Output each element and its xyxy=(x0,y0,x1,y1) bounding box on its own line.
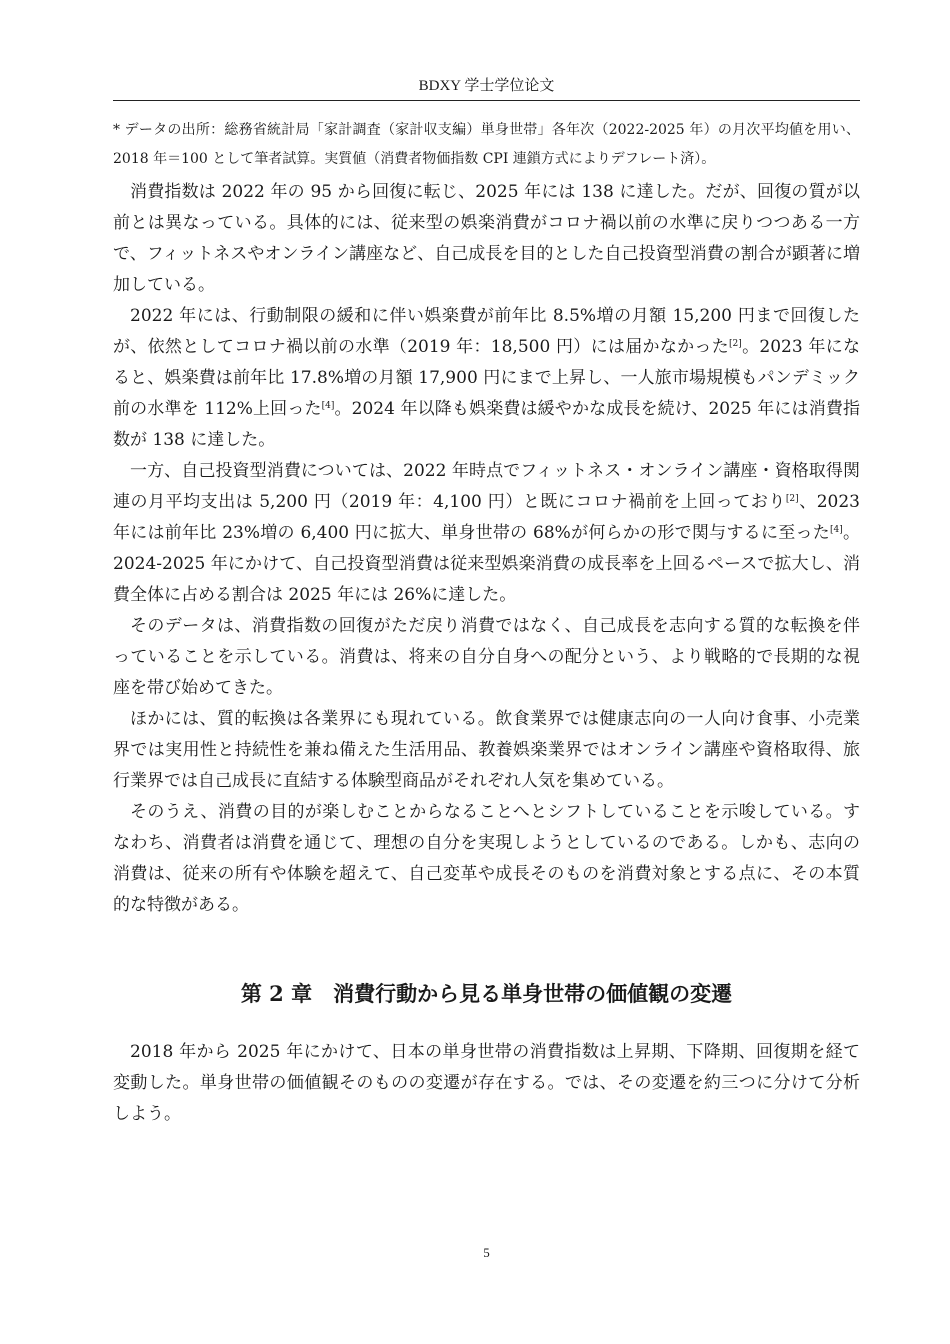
paragraph-3-part-a: 一方、自己投資型消費については、2022 年時点でフィットネス・オンライン講座・資格取得関連の月平均支出は 5,200 円（2019 年：4,100 円）と既にコロナ禍前を上回っており xyxy=(113,461,860,512)
page-number: 5 xyxy=(483,1245,490,1260)
paragraph-3-part-c: 。2024-2025 年にかけて、自己投資型消費は従来型娯楽消費の成長率を上回るペースで拡大し、消費全体に占める割合は 2025 年には 26%に達した。 xyxy=(113,523,860,605)
citation-ref: [2] xyxy=(785,494,799,504)
paragraph-3-part-b: 、2023 年には前年比 23%増の 6,400 円に拡大、単身世帯の 68%が何らかの形で関与するに至った xyxy=(113,492,860,543)
citation-ref: [4] xyxy=(829,525,843,535)
paragraph-5: ほかには、質的転換は各業界にも現れている。飲食業界では健康志向の一人向け食事、小売業界では実用性と持続性を兼ね備えた生活用品、教養娯楽業界ではオンライン講座や資格取得、旅行業界では自己成長に直結する体験型商品がそれぞれ人気を集めている。 xyxy=(113,709,860,791)
paragraph-3 xyxy=(113,456,860,611)
paragraph-2 xyxy=(113,301,860,456)
body-text xyxy=(113,116,860,1130)
paragraph-1: 消費指数は 2022 年の 95 から回復に転じ、2025 年には 138 に達した。だが、回復の質が以前とは異なっている。具体的には、従来型の娯楽消費がコロナ禍以前の水準に戻りつつある一方で、フィットネスやオンライン講座など、自己成長を目的とした自己投資型消費の割合が顕著に増加している。 xyxy=(113,182,860,295)
header-rule xyxy=(113,100,860,101)
paragraph-6: そのうえ、消費の目的が楽しむことからなることへとシフトしていることを示唆している。すなわち、消費者は消費を通じて、理想の自分を実現しようとしているのである。しかも、志向の消費は、従来の所有や体験を超えて、自己変革や成長そのものを消費対象とする点に、その本質的な特徴がある。 xyxy=(113,802,860,915)
paragraph-4: そのデータは、消費指数の回復がただ戻り消費ではなく、自己成長を志向する質的な転換を伴っていることを示している。消費は、将来の自分自身への配分という、より戦略的で長期的な視座を帯び始めてきた。 xyxy=(113,616,860,698)
paragraph-2-part-b: 。2023 年になると、娯楽費は前年比 17.8%増の月額 17,900 円にまで上昇し、一人旅市場規模もパンデミック前の水準を 112%上回った xyxy=(113,337,860,419)
paragraph-2-part-c: 。2024 年以降も娯楽費は緩やかな成長を続け、2025 年には消費指数が 138 に達した。 xyxy=(113,399,860,450)
chapter-heading: 第 2 章 消費行動から見る単身世帯の価値観の変遷 xyxy=(240,981,733,1006)
running-header: BDXY 学士学位论文 xyxy=(418,78,555,94)
citation-ref: [2] xyxy=(729,339,742,349)
citation-ref: [4] xyxy=(321,401,335,411)
paragraph-2-part-a: 2022 年には、行動制限の緩和に伴い娯楽費が前年比 8.5%増の月額 15,200 円まで回復したが、依然としてコロナ禍以前の水準（2019 年：18,500 円）には届かなかった xyxy=(113,306,860,357)
data-source-note: * データの出所：総務省統計局「家計調査（家計収支編）単身世帯」各年次（2022-2025 年）の月次平均値を用い、2018 年＝100 として筆者試算。実質値（消費者物価指数 CPI 連鎖方式によりデフレート済）。 xyxy=(113,122,860,167)
chapter-intro-paragraph: 2018 年から 2025 年にかけて、日本の単身世帯の消費指数は上昇期、下降期、回復期を経て変動した。単身世帯の価値観そのものの変遷が存在する。では、その変遷を約三つに分けて分析しよう。 xyxy=(113,1042,860,1124)
